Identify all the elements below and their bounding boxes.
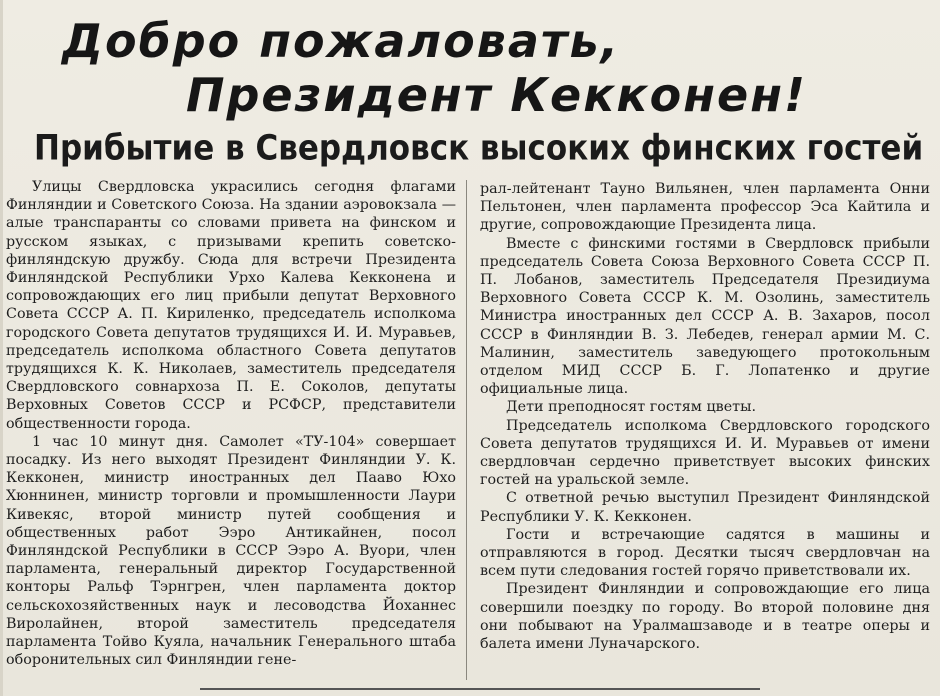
article-paragraph: С ответной речью выступил Президент Финляндской Республики У. К. Кекконен. [480,490,930,525]
article-paragraph: Президент Финляндии и сопровождающие его лица совершили поездку по городу. Во второй половине дня они побывают на Уралмашзаводе и в театре оперы и балета имени Луначарского. [480,581,930,653]
article-paragraph: рал-лейтенант Тауно Вильянен, член парламента Онни Пельтонен, член парламента профессор Эса Кайтила и другие, сопровождающие Президента лица. [480,181,930,234]
subheadline: Прибытие в Свердловск высоких финских гостей [34,128,924,169]
article-paragraph: Вместе с финскими гостями в Свердловск прибыли председатель Совета Союза Верховного Совета СССР П. П. Лобанов, заместитель Председателя Президиума Верховного Совета СССР К. М. Озолинь, заместитель Министра иностранных дел СССР А. В. Захаров, посол СССР в Финляндии В. З. Лебедев, генерал армии М. С. Малинин, заместитель заведующего протокольным отделом МИД СССР Б. Г. Лопатенко и другие официальные лица. [480,235,930,398]
headline-line-2: Президент Кекконен! [186,68,807,122]
column-divider [466,180,467,680]
article-left-column [6,178,456,669]
article-paragraph: Улицы Свердловска украсились сегодня флагами Финляндии и Советского Союза. На здании аэровокзала — алые транспаранты со словами привета на финском и русском языках, с призывами крепить советско-финляндскую дружбу. Сюда для встречи Президента Финляндской Республики Урхо Калева Кекконена и сопровождающих его лиц прибыли депутат Верховного Совета СССР А. П. Кириленко, председатель исполкома городского Совета депутатов трудящихся И. И. Муравьев, председатель исполкома областного Совета депутатов трудящихся К. К. Николаев, заместитель председателя Свердловского совнархоза П. Е. Соколов, депутаты Верховных Советов СССР и РСФСР, представители общественности города. [6,179,456,432]
bottom-divider [200,688,760,690]
article-paragraph: Дети преподносят гостям цветы. [506,399,757,416]
article-right-column [480,180,930,653]
article-paragraph: Председатель исполкома Свердловского городского Совета депутатов трудящихся И. И. Муравьев от имени свердловчан сердечно приветствует высоких финских гостей на уральской земле. [480,417,930,489]
article-paragraph: 1 час 10 минут дня. Самолет «ТУ-104» совершает посадку. Из него выходят Президент Финляндии У. К. Кекконен, министр иностранных дел Пааво Юхо Хюннинен, министр торговли и промышленности Лаури Кивекяс, второй министр путей сообщения и общественных работ Ээро Антикайнен, посол Финляндской Республики в СССР Ээро А. Вуори, член парламента, генеральный директор Государственной конторы Ральф Тэрнгрен, член парламента доктор сельскохозяйственных наук и лесоводства Йоханнес Виролайнен, второй заместитель председателя парламента Тойво Куяла, начальник Генерального штаба оборонительных сил Финляндии гене- [6,433,456,669]
headline-line-1: Добро пожаловать, [62,14,621,68]
page-edge [0,0,3,696]
article-paragraph: Гости и встречающие садятся в машины и отправляются в город. Десятки тысяч свердловчан на всем пути следования гостей горячо приветствовали их. [480,526,930,580]
